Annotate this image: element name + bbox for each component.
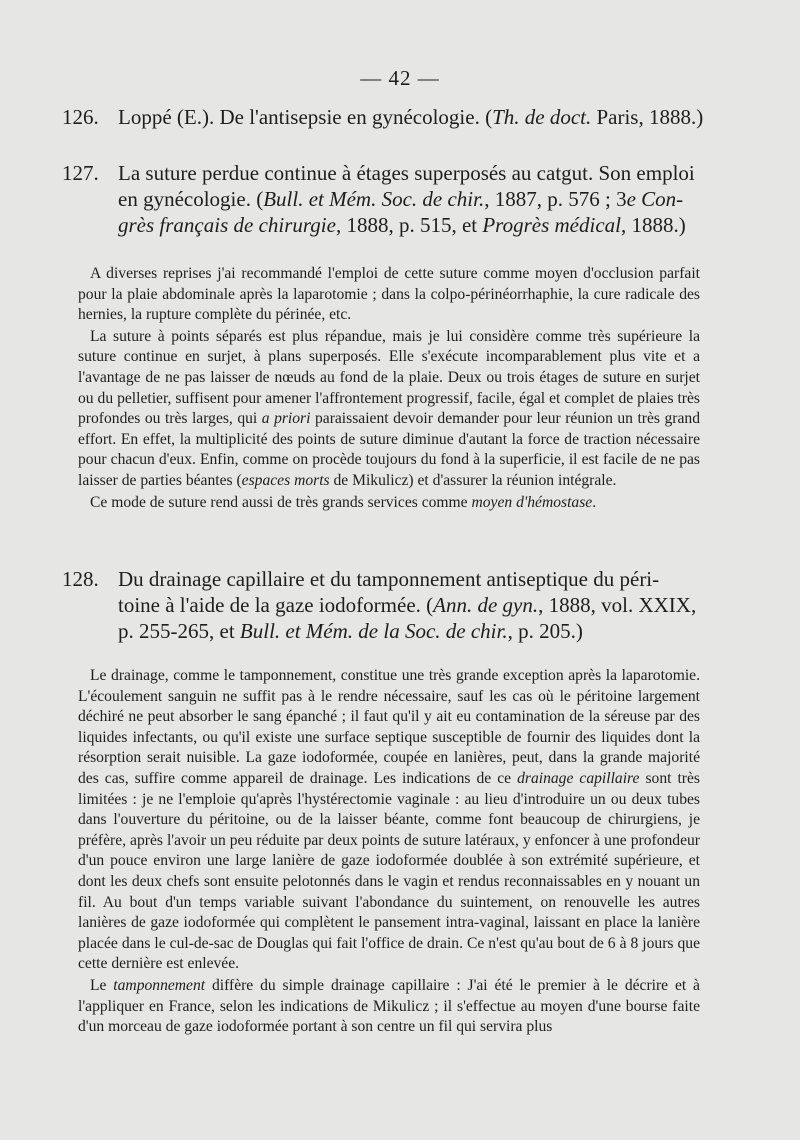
entry-line <box>62 160 702 186</box>
entry-line: p. 255-265, et Bull. et Mém. de la Soc. de chir., p. 205.) <box>118 619 583 643</box>
entry-number: 126. <box>62 105 99 129</box>
entry-line: grès français de chirurgie, 1888, p. 515, et Progrès médical, 1888.) <box>118 213 686 237</box>
entry-line <box>62 566 702 592</box>
entry-line <box>62 104 702 130</box>
paragraph: A diverses reprises j'ai recommandé l'emploi de cette suture comme moyen d'occlusion parfait pour la plaie abdominale après la laparotomie ; dans la colpo-périnéorrhaphie, la cure radicale des hernies, la rupture complète du périnée, etc. <box>78 265 700 324</box>
entry-line: toine à l'aide de la gaze iodoformée. (Ann. de gyn., 1888, vol. XXIX, <box>118 593 697 617</box>
bibliography-entry-127 <box>62 160 702 238</box>
bibliography-entry-126 <box>62 104 702 130</box>
paragraph: Ce mode de suture rend aussi de très grands services comme moyen d'hémostase. <box>90 493 597 511</box>
entry-line: en gynécologie. (Bull. et Mém. Soc. de chir., 1887, p. 576 ; 3e Con- <box>118 187 684 211</box>
paragraph: Le drainage, comme le tamponnement, constitue une très grande exception après la laparotomie. L'écoulement sanguin ne suffit pas à le rendre nécessaire, sauf les cas où le péritoine largement déchiré ne peut absorber le sang épanché ; il faut qu'il y ait eu contamination de la séreuse par des liquides infectants, ou qu'il existe une surface septique susceptible de fournir des liquides dont la résorption serait nuisible. La gaze iodoformée, coupée en lanières, peut, dans la grande majorité des cas, suffire comme appareil de drainage. Les indications de ce drainage capillaire sont très limitées : je ne l'emploie qu'après l'hystérectomie vaginale : au lieu d'introduire un ou deux tubes dans l'ouverture du péritoine, ou de la laisser béante, comme font beaucoup de chirurgiens, je préfère, après l'avoir un peu réduite par deux points de suture latéraux, y enfoncer à une profondeur d'un pouce environ une large lanière de gaze iodoformée doublée à son extrémité supérieure, et dont les deux chefs sont ensuite pelotonnés dans le vagin et rendus reconnaissables en y nouant un fil. Au bout d'un temps variable suivant l'abondance du suintement, on renouvelle les autres lanières de gaze iodoformée qui complètent le pansement intra-vaginal, laissant en place la lanière placée dans le cul-de-sac de Douglas qui fait l'office de drain. Ce n'est qu'au bout de 6 à 8 jours que cette dernière est enlevée. <box>78 667 700 973</box>
commentary-127 <box>78 264 700 513</box>
paragraph: La suture à points séparés est plus répandue, mais je lui considère comme très supérieure la suture continue en surjet, à plans superposés. Elle s'exécute incomparablement plus vite et a l'avantage de ne pas laisser de nœuds au fond de la plaie. Deux ou trois étages de suture en surjet ou du pelletier, suffisent pour amener l'affrontement progressif, facile, égal et complet de plaies très profondes ou très larges, qui a priori paraissaient devoir demander pour leur réunion un très grand effort. En effet, la multiplicité des points de suture diminue d'autant la force de traction nécessaire pour chacun d'eux. Enfin, comme on procède toujours du fond à la superficie, il est facile de ne pas laisser de parties béantes (espaces morts de Mikulicz) et d'assurer la réunion intégrale. <box>78 327 700 489</box>
entry-text: Du drainage capillaire et du tamponnement antiseptique du péri- <box>118 567 660 591</box>
paragraph: Le tamponnement diffère du simple drainage capillaire : J'ai été le premier à le décrire et à l'appliquer en France, selon les indications de Mikulicz ; il s'effectue au moyen d'une bourse faite d'un morceau de gaze iodoformée portant à son centre un fil qui servira plus <box>78 976 700 1036</box>
page-number: — 42 — <box>360 66 440 90</box>
commentary-128 <box>78 666 700 1038</box>
entry-number: 127. <box>62 161 99 185</box>
entry-text: Loppé (E.). De l'antisepsie en gynécologie. (Th. de doct. Paris, 1888.) <box>118 105 704 129</box>
bibliography-entry-128 <box>62 566 702 644</box>
entry-text: La suture perdue continue à étages superposés au catgut. Son emploi <box>118 161 695 185</box>
entry-number: 128. <box>62 567 99 591</box>
